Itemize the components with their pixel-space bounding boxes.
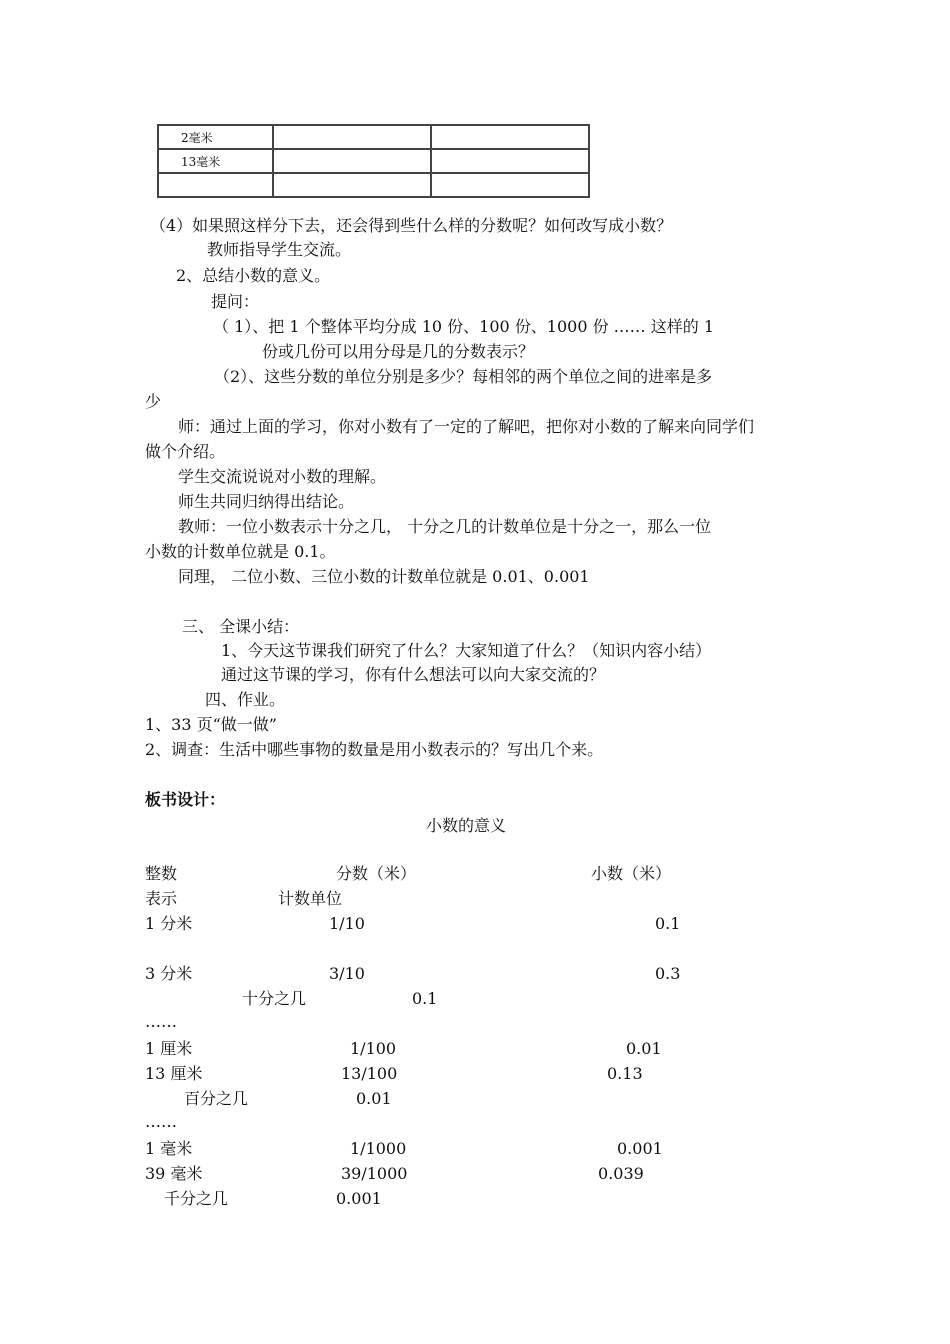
table-cell <box>273 149 431 173</box>
board-dec: 0.001 <box>617 1139 663 1158</box>
board-dec: 0.01 <box>626 1039 662 1058</box>
table-row <box>158 125 589 149</box>
table-cell-label: 13毫米 <box>158 149 273 173</box>
question-1-line2: 份或几份可以用分母是几的分数表示？ <box>262 342 535 361</box>
board-ellipsis: …… <box>145 1112 177 1131</box>
section-4-heading: 四、作业。 <box>205 690 286 709</box>
recap-question-1: 1、今天这节课我们研究了什么？大家知道了什么？（知识内容小结） <box>221 641 712 660</box>
board-dec: 0.1 <box>655 914 681 933</box>
board-frac: 39/1000 <box>341 1164 408 1183</box>
homework-1: 1、33 页“做一做” <box>145 715 277 734</box>
conclusion-line2: 小数的计数单位就是 0.1。 <box>145 542 336 561</box>
table-row <box>158 173 589 197</box>
table-cell <box>273 125 431 149</box>
board-unit-value: 0.1 <box>412 989 438 1008</box>
board-unit-value: 0.001 <box>336 1189 382 1208</box>
question-2-line2: 少 <box>145 392 162 411</box>
question-1-line1: （ 1）、把 1 个整体平均分成 10 份、100 份、1000 份 …… 这样的 1 <box>213 317 715 336</box>
board-frac: 3/10 <box>329 964 365 983</box>
measurement-table <box>157 124 590 198</box>
board-frac: 1/100 <box>350 1039 397 1058</box>
student-talk-text: 学生交流说说对小数的理解。 <box>178 467 387 486</box>
board-int: 39 毫米 <box>145 1164 203 1183</box>
summary-heading: 2、总结小数的意义。 <box>176 266 331 285</box>
board-dec: 0.039 <box>598 1164 644 1183</box>
board-frac: 1/10 <box>329 914 365 933</box>
board-header-integer: 整数 <box>145 864 178 883</box>
question-2-line1: （2）、这些分数的单位分别是多少？每相邻的两个单位之间的进率是多 <box>214 367 713 386</box>
table-cell <box>431 149 589 173</box>
conclusion-line1: 教师：一位小数表示十分之几， 十分之几的计数单位是十分之一，那么一位 <box>178 517 712 536</box>
board-unit-name: 百分之几 <box>184 1089 249 1108</box>
board-int: 1 厘米 <box>145 1039 193 1058</box>
table-row <box>158 149 589 173</box>
board-frac: 1/1000 <box>350 1139 407 1158</box>
table-cell <box>431 173 589 197</box>
board-unit-name: 千分之几 <box>164 1189 229 1208</box>
homework-2: 2、调查：生活中哪些事物的数量是用小数表示的？写出几个来。 <box>145 740 604 759</box>
board-subheader-represent: 表示 <box>145 889 178 908</box>
board-int: 1 分米 <box>145 914 193 933</box>
board-unit-value: 0.01 <box>356 1089 392 1108</box>
board-ellipsis: …… <box>145 1012 177 1031</box>
board-design-title: 板书设计： <box>145 790 226 809</box>
board-dec: 0.13 <box>607 1064 643 1083</box>
board-unit-name: 十分之几 <box>242 989 307 1008</box>
question-4: （4）如果照这样分下去，还会得到些什么样的分数呢？如何改写成小数？ <box>150 216 673 235</box>
teacher-guide-text: 教师指导学生交流。 <box>207 240 352 259</box>
table-cell <box>273 173 431 197</box>
table-cell-label <box>158 173 273 197</box>
board-header-fraction: 分数（米） <box>336 864 417 883</box>
teacher-paragraph-line2: 做个介绍。 <box>145 442 226 461</box>
board-int: 3 分米 <box>145 964 193 983</box>
recap-question-2: 通过这节课的学习，你有什么想法可以向大家交流的？ <box>221 665 606 684</box>
board-int: 1 毫米 <box>145 1139 193 1158</box>
board-header-decimal: 小数（米） <box>591 864 672 883</box>
board-heading: 小数的意义 <box>426 816 507 835</box>
board-dec: 0.3 <box>655 964 681 983</box>
table-cell-label: 2毫米 <box>158 125 273 149</box>
section-3-heading: 三、 全课小结： <box>182 617 300 636</box>
table-cell <box>431 125 589 149</box>
together-text: 师生共同归纳得出结论。 <box>178 492 355 511</box>
board-frac: 13/100 <box>341 1064 398 1083</box>
ask-label: 提问： <box>211 292 260 311</box>
board-int: 13 厘米 <box>145 1064 203 1083</box>
teacher-paragraph-line1: 师：通过上面的学习，你对小数有了一定的了解吧，把你对小数的了解来向同学们 <box>178 417 755 436</box>
board-subheader-unit: 计数单位 <box>278 889 343 908</box>
likewise-text: 同理， 二位小数、三位小数的计数单位就是 0.01、0.001 <box>178 567 590 586</box>
